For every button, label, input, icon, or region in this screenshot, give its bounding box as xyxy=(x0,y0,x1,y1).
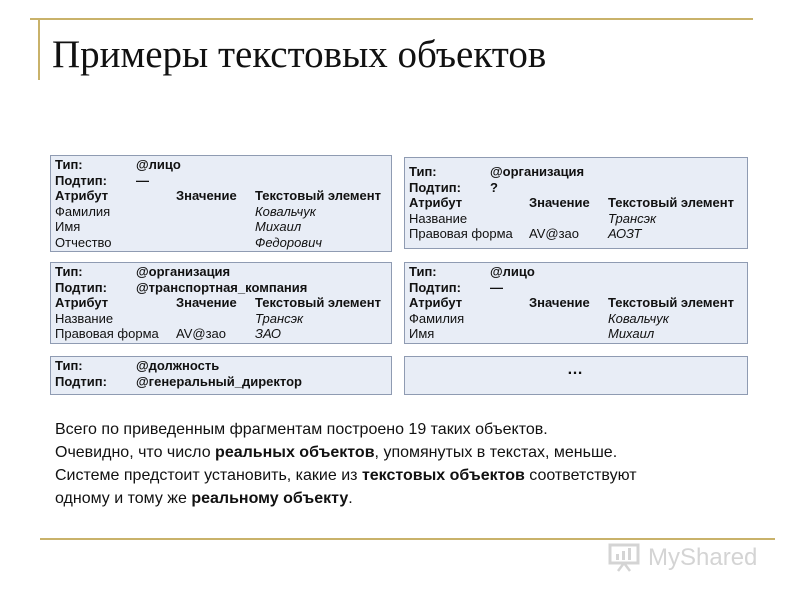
summary-text xyxy=(55,418,755,510)
top-decor-line xyxy=(30,18,753,20)
attribute-name: Правовая форма xyxy=(409,226,513,242)
subtype-label: Подтип: xyxy=(409,179,461,195)
summary-line-1: Всего по приведенным фрагментам построено 19 таких объектов. xyxy=(55,421,548,438)
type-value: @лицо xyxy=(490,264,535,279)
type-row xyxy=(409,264,743,280)
object-box-position xyxy=(50,356,392,395)
type-row xyxy=(55,157,387,173)
presentation-icon xyxy=(608,542,640,572)
type-label: Тип: xyxy=(55,358,83,373)
type-label: Тип: xyxy=(409,264,437,279)
type-row xyxy=(409,164,743,180)
more-ellipsis: … xyxy=(567,361,585,378)
header-text-element: Текстовый элемент xyxy=(255,295,381,311)
attribute-value: AV@зао xyxy=(529,226,579,242)
type-row xyxy=(55,358,387,374)
header-value: Значение xyxy=(176,188,237,204)
attribute-name: Название xyxy=(409,210,468,226)
type-value: @лицо xyxy=(136,157,181,172)
attribute-text: ЗАО xyxy=(255,326,282,342)
summary-line-4: одному и тому же реальному объекту. xyxy=(55,490,353,507)
attribute-name: Имя xyxy=(55,219,81,235)
watermark-logo xyxy=(608,540,768,574)
header-value: Значение xyxy=(176,295,237,311)
type-label: Тип: xyxy=(55,157,83,172)
header-text-element: Текстовый элемент xyxy=(255,188,381,204)
attribute-value: AV@зао xyxy=(176,326,226,342)
emphasis-real-objects: реальных объектов xyxy=(215,444,375,461)
attribute-text: Ковальчук xyxy=(608,310,669,326)
header-row xyxy=(55,295,387,311)
subtype-label: Подтип: xyxy=(55,279,107,295)
attribute-row xyxy=(55,235,387,251)
header-attribute: Атрибут xyxy=(409,295,463,311)
subtype-value: @генеральный_директор xyxy=(136,373,302,389)
attribute-text: Ковальчук xyxy=(255,203,316,219)
subtype-row xyxy=(55,173,387,189)
header-row xyxy=(55,188,387,204)
attribute-row xyxy=(409,226,743,242)
type-value: @организация xyxy=(490,164,585,179)
header-attribute: Атрибут xyxy=(55,295,109,311)
subtype-value: ? xyxy=(490,179,498,195)
attribute-name: Отчество xyxy=(55,234,112,250)
emphasis-text-objects: текстовых объектов xyxy=(361,467,525,484)
object-box-person-1 xyxy=(50,155,392,252)
attribute-name: Имя xyxy=(409,326,435,342)
attribute-text: Михаил xyxy=(255,219,302,235)
summary-line-3: Системе предстоит установить, какие из текстовых объектов соответствуют xyxy=(55,467,637,484)
type-label: Тип: xyxy=(55,264,83,279)
header-attribute: Атрибут xyxy=(55,188,109,204)
logo-text: MyShared xyxy=(648,544,758,571)
attribute-name: Название xyxy=(55,310,114,326)
type-value: @должность xyxy=(136,358,220,373)
left-decor-line xyxy=(38,18,40,80)
attribute-name: Фамилия xyxy=(409,310,465,326)
subtype-value: — xyxy=(490,279,503,295)
subtype-row xyxy=(55,280,387,296)
attribute-row xyxy=(409,211,743,227)
attribute-name: Фамилия xyxy=(55,203,111,219)
attribute-text: Трансэк xyxy=(255,310,304,326)
subtype-label: Подтип: xyxy=(55,373,107,389)
header-attribute: Атрибут xyxy=(409,195,463,211)
attribute-row xyxy=(409,326,743,342)
subtype-label: Подтип: xyxy=(55,172,107,188)
slide-title: Примеры текстовых объектов xyxy=(52,33,547,76)
header-value: Значение xyxy=(529,195,590,211)
emphasis-real-object: реальному объекту xyxy=(191,490,349,507)
attribute-text: Федорович xyxy=(255,234,323,250)
subtype-value: — xyxy=(136,172,149,188)
attribute-text: Трансэк xyxy=(608,210,657,226)
header-text-element: Текстовый элемент xyxy=(608,295,734,311)
subtype-row xyxy=(409,180,743,196)
header-value: Значение xyxy=(529,295,590,311)
type-label: Тип: xyxy=(409,164,437,179)
header-row xyxy=(409,295,743,311)
subtype-value: @транспортная_компания xyxy=(136,279,308,295)
type-value: @организация xyxy=(136,264,231,279)
object-box-person-2 xyxy=(404,262,748,344)
attribute-row xyxy=(55,326,387,342)
attribute-name: Правовая форма xyxy=(55,326,159,342)
object-box-more xyxy=(404,356,748,395)
attribute-row xyxy=(409,311,743,327)
type-row xyxy=(55,264,387,280)
object-box-organization-1 xyxy=(404,157,748,249)
attribute-text: АОЗТ xyxy=(608,226,642,242)
attribute-row xyxy=(55,311,387,327)
header-text-element: Текстовый элемент xyxy=(608,195,734,211)
subtype-row xyxy=(55,374,387,390)
attribute-row xyxy=(55,219,387,235)
subtype-row xyxy=(409,280,743,296)
attribute-row xyxy=(55,204,387,220)
attribute-text: Михаил xyxy=(608,326,655,342)
subtype-label: Подтип: xyxy=(409,279,461,295)
header-row xyxy=(409,195,743,211)
summary-line-2: Очевидно, что число реальных объектов, упомянутых в текстах, меньше. xyxy=(55,444,618,461)
object-box-organization-2 xyxy=(50,262,392,344)
